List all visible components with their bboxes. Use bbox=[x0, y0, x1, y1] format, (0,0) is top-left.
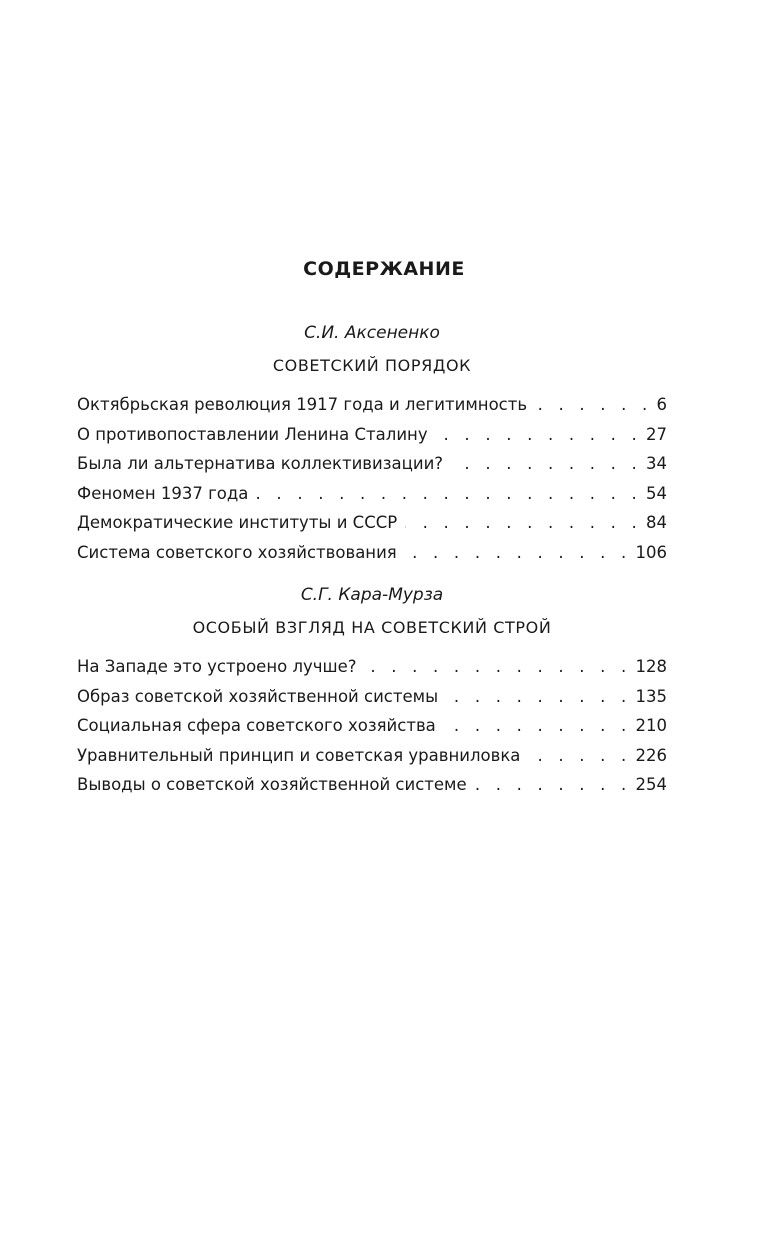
dot-leader bbox=[256, 479, 642, 509]
toc-list bbox=[77, 652, 667, 800]
section-title: СОВЕТСКИЙ ПОРЯДОК bbox=[272, 356, 472, 375]
dot-leader bbox=[405, 538, 632, 568]
toc-entry-title: Система советского хозяйствования bbox=[77, 542, 397, 562]
toc-entry[interactable] bbox=[77, 682, 667, 712]
toc-entry-title: Была ли альтернатива коллективизации? bbox=[77, 454, 444, 473]
toc-entry[interactable] bbox=[77, 741, 667, 771]
toc-section-aksenenko bbox=[77, 320, 667, 567]
toc-entry-page: 254 bbox=[635, 775, 667, 794]
toc-entry-title: Социальная сфера советского хозяйства bbox=[77, 716, 436, 735]
dot-leader bbox=[365, 652, 632, 682]
toc-entry-page: 106 bbox=[635, 542, 667, 562]
toc-section-kara-murza bbox=[77, 582, 667, 800]
toc-entry-title: Октябрьская революция 1917 года и легитимность bbox=[77, 395, 528, 414]
toc-entry-title: Уравнительный принцип и советская уравниловка bbox=[77, 745, 521, 765]
toc-entry-title: О противопоставлении Ленина Сталину bbox=[77, 424, 428, 444]
toc-entry[interactable] bbox=[77, 770, 667, 800]
toc-entry-page: 54 bbox=[646, 483, 667, 503]
toc-entry-page: 84 bbox=[646, 513, 667, 532]
toc-entry-title: Образ советской хозяйственной системы bbox=[77, 686, 439, 706]
toc-entry-title: Феномен 1937 года bbox=[77, 483, 249, 503]
dot-leader bbox=[436, 420, 642, 450]
dot-leader bbox=[444, 711, 632, 741]
toc-entry-title: Демократические институты и СССР bbox=[77, 513, 398, 532]
toc-entry[interactable] bbox=[77, 711, 667, 741]
toc-entry-page: 34 bbox=[646, 454, 667, 473]
toc-entry-title: На Западе это устроено лучше? bbox=[77, 657, 357, 676]
dot-leader bbox=[405, 508, 642, 538]
toc-entry-page: 226 bbox=[635, 745, 667, 765]
toc-entry-title: Выводы о советской хозяйственной системе bbox=[77, 775, 467, 794]
toc-entry[interactable] bbox=[77, 508, 667, 538]
toc-entry[interactable] bbox=[77, 479, 667, 509]
toc-entry[interactable] bbox=[77, 652, 667, 682]
toc-entry[interactable] bbox=[77, 449, 667, 479]
toc-entry-page: 135 bbox=[635, 686, 667, 706]
toc-entry-page: 128 bbox=[635, 657, 667, 676]
toc-entry-page: 210 bbox=[635, 716, 667, 735]
dot-leader bbox=[451, 449, 642, 479]
toc-entry-page: 6 bbox=[656, 395, 667, 414]
section-author: С.И. Аксененко bbox=[304, 323, 440, 343]
toc-entry[interactable] bbox=[77, 420, 667, 450]
dot-leader bbox=[446, 682, 631, 712]
toc-entry-page: 27 bbox=[646, 424, 667, 444]
toc-list bbox=[77, 390, 667, 567]
dot-leader bbox=[475, 770, 632, 800]
toc-entry[interactable] bbox=[77, 390, 667, 420]
dot-leader bbox=[535, 390, 652, 420]
toc-entry[interactable] bbox=[77, 538, 667, 568]
section-title: ОСОБЫЙ ВЗГЛЯД НА СОВЕТСКИЙ СТРОЙ bbox=[192, 618, 552, 637]
section-author: С.Г. Кара-Мурза bbox=[300, 585, 444, 605]
page-title: СОДЕРЖАНИЕ bbox=[303, 257, 465, 280]
dot-leader bbox=[528, 741, 631, 771]
